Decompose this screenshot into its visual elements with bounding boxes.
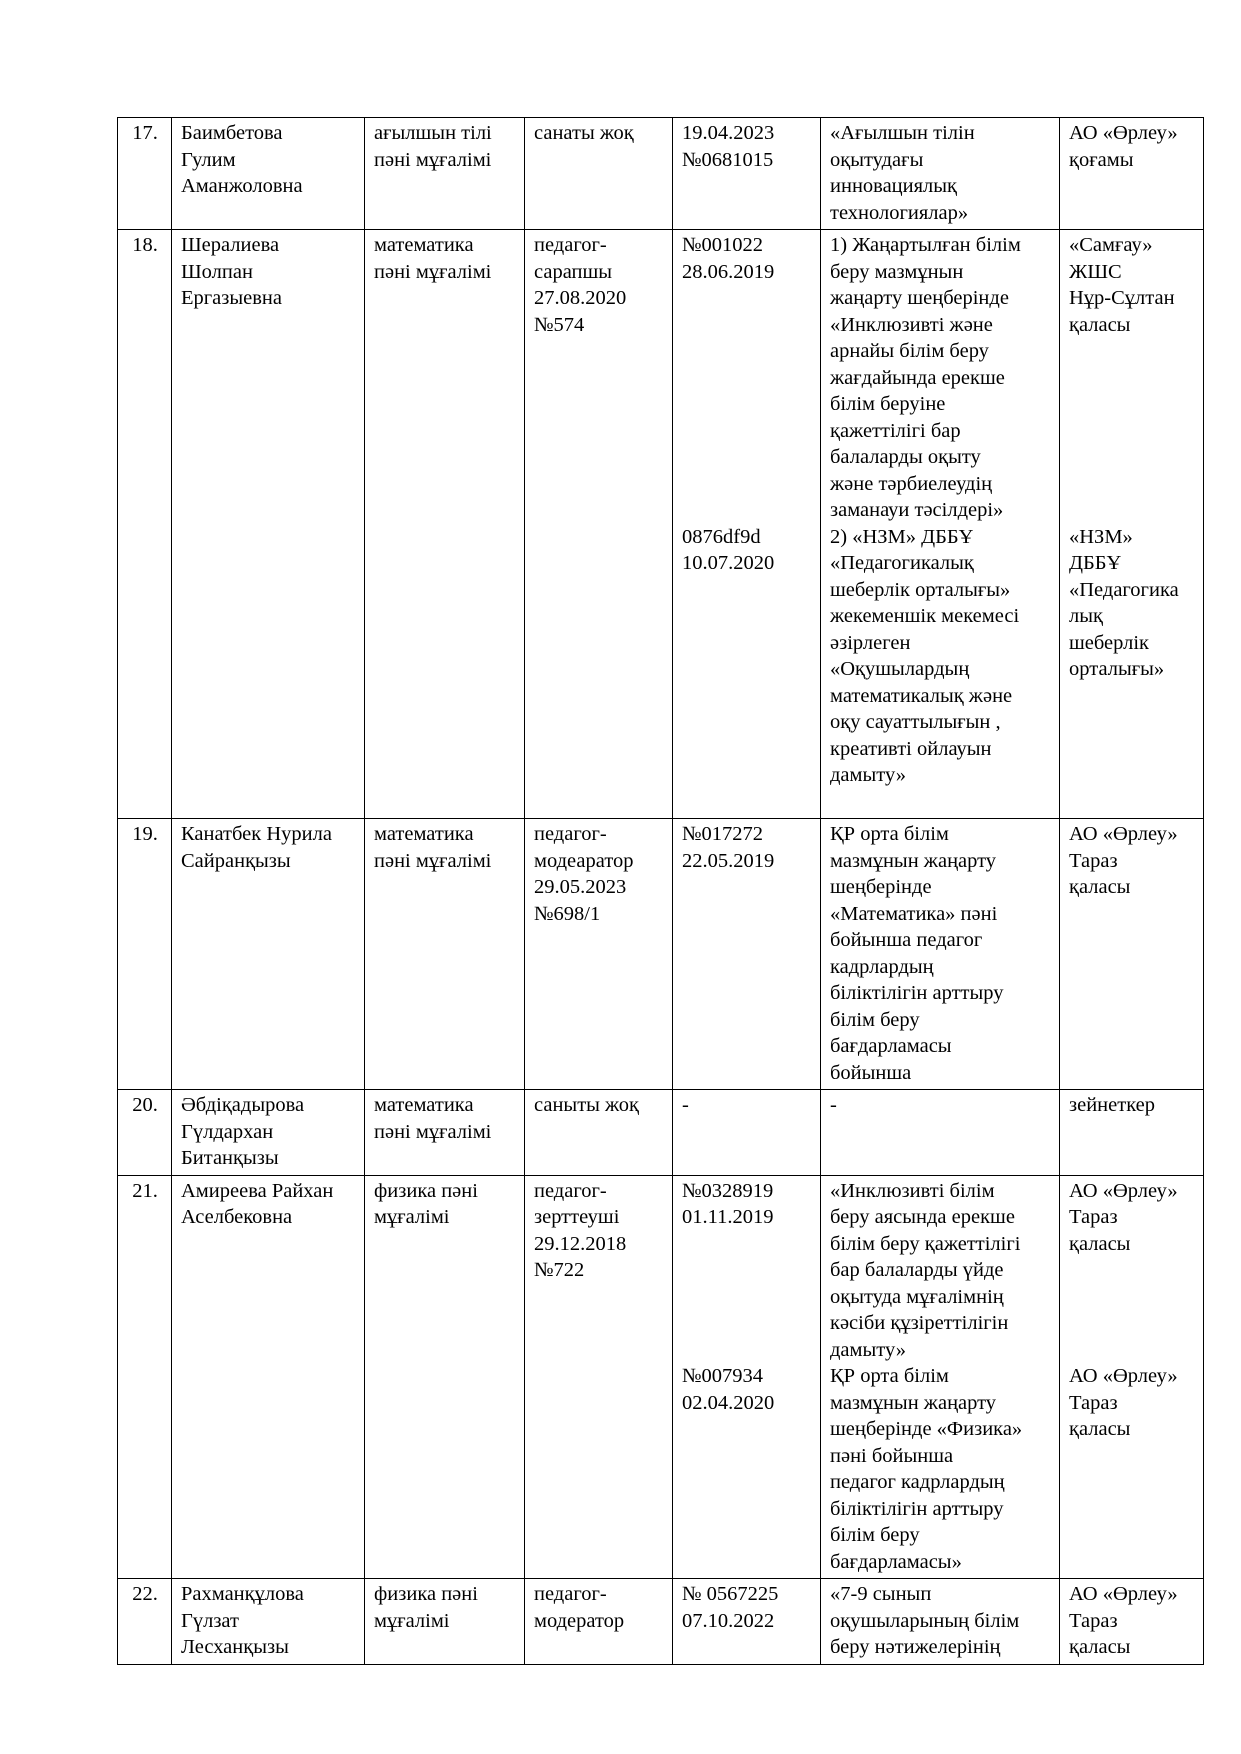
course-organizer-line: Тараз xyxy=(1069,1206,1118,1228)
teacher-name-cell xyxy=(172,819,365,1090)
certificate-number-line: №0328919 xyxy=(682,1179,774,1202)
teacher-name-cell xyxy=(172,1175,365,1579)
course-organizer-cell xyxy=(1060,230,1204,819)
course-organizer-line xyxy=(1069,471,1195,498)
certificate-number-cell xyxy=(673,819,821,1090)
course-organizer-line: ЖШС xyxy=(1069,260,1122,283)
qualification-category-cell xyxy=(525,1175,673,1579)
certificate-number-line xyxy=(682,391,812,418)
subject-line: пәні мұғалімі xyxy=(374,1120,492,1143)
certificate-number-line xyxy=(682,497,812,524)
table-row xyxy=(118,118,1204,230)
course-organizer-line xyxy=(1069,338,1195,365)
teacher-name-line: Шолпан xyxy=(181,260,253,283)
qualification-category-cell xyxy=(525,1579,673,1665)
qualification-category-line: санаты жоқ xyxy=(534,122,634,144)
course-title-cell xyxy=(821,230,1060,819)
course-title-line: кәсіби құзіреттілігін xyxy=(830,1312,1009,1334)
course-title-line: ҚР орта білім xyxy=(830,823,949,845)
course-title-line: кадрлардың xyxy=(830,955,934,978)
course-organizer-line: орталығы» xyxy=(1069,658,1165,680)
course-title-line: оқытудағы xyxy=(830,148,924,171)
subject-line: ағылшын тілі xyxy=(374,122,492,144)
course-title-cell xyxy=(821,819,1060,1090)
qualification-category-line: 29.05.2023 xyxy=(534,876,627,898)
course-title-line: оқушыларының білім xyxy=(830,1609,1020,1632)
course-organizer-line xyxy=(1069,365,1195,392)
certificate-number-line: №017272 xyxy=(682,823,764,845)
qualification-category-line: педагог- xyxy=(534,823,607,845)
course-title-line: беру нәтижелерінің xyxy=(830,1636,1001,1658)
course-title-line: дамыту» xyxy=(830,1338,906,1361)
course-organizer-line: АО «Өрлеу» xyxy=(1069,1583,1178,1605)
teacher-name-cell xyxy=(172,230,365,819)
course-organizer-cell xyxy=(1060,1175,1204,1579)
qualification-category-line: зерттеуші xyxy=(534,1206,620,1228)
certificate-number-line: 02.04.2020 xyxy=(682,1391,775,1414)
certificate-number-line: 19.04.2023 xyxy=(682,122,775,144)
teacher-name-line: Гүлзат xyxy=(181,1609,239,1632)
certificate-number-line: 28.06.2019 xyxy=(682,260,775,283)
certificate-number-line xyxy=(682,338,812,365)
course-title-line xyxy=(830,789,1051,816)
certificate-number-line xyxy=(682,471,812,498)
row-number-cell: 22. xyxy=(118,1579,172,1665)
qualification-category-line: педагог- xyxy=(534,1179,607,1202)
certificate-number-line xyxy=(682,444,812,471)
course-organizer-line: «НЗМ» xyxy=(1069,525,1133,548)
subject-line: математика xyxy=(374,234,474,256)
course-title-line: бағдарламасы xyxy=(830,1035,952,1057)
table-row xyxy=(118,819,1204,1090)
certificate-number-line: №001022 xyxy=(682,234,764,256)
teacher-name-line: Баимбетова xyxy=(181,122,283,144)
course-title-line: инновациялық xyxy=(830,175,958,197)
teacher-name-cell xyxy=(172,1579,365,1665)
subject-cell xyxy=(365,1090,525,1176)
certificate-number-cell xyxy=(673,1090,821,1176)
teacher-name-line: Лесханқызы xyxy=(181,1636,289,1658)
table-row xyxy=(118,1579,1204,1665)
course-title-line: математикалық және xyxy=(830,684,1013,707)
subject-line: математика xyxy=(374,1094,474,1116)
course-organizer-line: АО «Өрлеу» xyxy=(1069,1365,1178,1387)
qualification-category-line: №722 xyxy=(534,1259,585,1281)
course-title-line: бар балаларды үйде xyxy=(830,1259,1004,1281)
qualification-category-line: педагог- xyxy=(534,1583,607,1605)
course-title-line: пәні бойынша xyxy=(830,1444,954,1467)
qualification-category-cell xyxy=(525,230,673,819)
qualification-category-line: модератор xyxy=(534,1609,625,1632)
teacher-name-cell xyxy=(172,1090,365,1176)
course-title-line: «Ағылшын тілін xyxy=(830,122,975,144)
row-number-cell: 21. xyxy=(118,1175,172,1579)
course-title-line: жекеменшік мекемесі xyxy=(830,605,1020,627)
course-title-line: заманауи тәсілдері» xyxy=(830,499,1004,521)
course-title-line: шеңберінде «Физика» xyxy=(830,1418,1023,1440)
course-title-line: - xyxy=(830,1094,837,1116)
course-title-line: беру мазмұнын xyxy=(830,260,964,283)
course-organizer-line: шеберлік xyxy=(1069,631,1150,654)
course-title-line: білім беру қажеттілігі xyxy=(830,1232,1021,1255)
certificate-number-line xyxy=(682,285,812,312)
course-title-line: және тәрбиелеудің xyxy=(830,472,993,495)
course-organizer-line: «Самғау» xyxy=(1069,234,1153,256)
course-organizer-line xyxy=(1069,1310,1195,1337)
course-title-line: беру аясында ерекше xyxy=(830,1206,1015,1228)
course-organizer-line xyxy=(1069,497,1195,524)
teacher-name-line: Битанқызы xyxy=(181,1147,279,1169)
course-organizer-line: АО «Өрлеу» xyxy=(1069,823,1178,845)
table-row xyxy=(118,1175,1204,1579)
course-title-cell xyxy=(821,1579,1060,1665)
subject-cell xyxy=(365,819,525,1090)
course-title-line: 1) Жаңартылған білім xyxy=(830,234,1021,256)
qualification-category-line: №698/1 xyxy=(534,902,601,925)
course-title-line: «7-9 сынып xyxy=(830,1583,932,1605)
course-organizer-line: лық xyxy=(1069,605,1103,627)
qualification-category-line: 29.12.2018 xyxy=(534,1232,627,1255)
course-organizer-line: Тараз xyxy=(1069,849,1118,872)
subject-line: физика пәні xyxy=(374,1583,478,1605)
certificate-number-line: 01.11.2019 xyxy=(682,1206,774,1228)
course-organizer-line: «Педагогика xyxy=(1069,578,1179,601)
course-organizer-cell xyxy=(1060,118,1204,230)
teacher-name-line: Гулим xyxy=(181,148,236,171)
certificate-number-line: № 0567225 xyxy=(682,1583,779,1605)
subject-cell xyxy=(365,118,525,230)
course-organizer-cell xyxy=(1060,1090,1204,1176)
certificate-number-line: - xyxy=(682,1094,689,1116)
teacher-name-line: Шералиева xyxy=(181,234,280,256)
course-title-line: білім беруіне xyxy=(830,393,946,415)
course-title-line: шеңберінде xyxy=(830,876,932,898)
qualification-category-line: педагог- xyxy=(534,234,607,256)
course-title-line: біліктілігін арттыру xyxy=(830,982,1004,1004)
teacher-name-line: Аманжоловна xyxy=(181,175,303,197)
qualification-category-cell xyxy=(525,819,673,1090)
course-organizer-line: Нұр-Сұлтан xyxy=(1069,287,1175,309)
course-title-line: мазмұнын жаңарту xyxy=(830,849,997,872)
row-number-cell: 20. xyxy=(118,1090,172,1176)
course-organizer-line: АО «Өрлеу» xyxy=(1069,122,1178,144)
course-organizer-cell xyxy=(1060,819,1204,1090)
course-title-line: біліктілігін арттыру xyxy=(830,1497,1004,1520)
course-title-line: балаларды оқыту xyxy=(830,446,981,468)
certificate-number-line: 10.07.2020 xyxy=(682,552,775,574)
teacher-name-line: Канатбек Нурила xyxy=(181,823,332,845)
course-title-line: әзірлеген xyxy=(830,631,911,654)
certificate-number-line: №0681015 xyxy=(682,148,774,171)
qualification-category-cell xyxy=(525,118,673,230)
course-title-line: ҚР орта білім xyxy=(830,1365,949,1387)
certificate-number-line xyxy=(682,1284,812,1311)
row-number-cell: 17. xyxy=(118,118,172,230)
course-organizer-line: қаласы xyxy=(1069,313,1131,336)
course-title-line: қажеттілігі бар xyxy=(830,419,961,442)
teachers-table xyxy=(117,117,1204,1665)
course-organizer-line: ДББҰ xyxy=(1069,552,1122,574)
course-organizer-line: АО «Өрлеу» xyxy=(1069,1179,1178,1202)
table-row xyxy=(118,230,1204,819)
course-title-line: технологиялар» xyxy=(830,201,969,224)
course-title-line: мазмұнын жаңарту xyxy=(830,1391,997,1414)
course-organizer-line xyxy=(1069,1337,1195,1364)
course-title-line: «Педагогикалық xyxy=(830,552,974,574)
teacher-name-line: Рахманқұлова xyxy=(181,1583,304,1605)
certificate-number-line xyxy=(682,312,812,339)
subject-line: мұғалімі xyxy=(374,1609,450,1632)
course-title-line: 2) «НЗМ» ДББҰ xyxy=(830,525,974,548)
qualification-category-line: 27.08.2020 xyxy=(534,287,627,309)
certificate-number-line: №007934 xyxy=(682,1365,764,1387)
course-title-line: бойынша xyxy=(830,1061,912,1084)
course-organizer-line: қаласы xyxy=(1069,1636,1131,1658)
certificate-number-line xyxy=(682,1231,812,1258)
course-title-line: жаңарту шеңберінде xyxy=(830,287,1009,309)
teacher-name-line: Сайранқызы xyxy=(181,849,291,872)
certificate-number-cell xyxy=(673,118,821,230)
subject-line: пәні мұғалімі xyxy=(374,849,492,872)
course-title-line: «Математика» пәні xyxy=(830,902,998,925)
course-title-line: «Инклюзивті білім xyxy=(830,1179,995,1202)
certificate-number-line xyxy=(682,365,812,392)
subject-cell xyxy=(365,1175,525,1579)
teacher-name-line: Аселбековна xyxy=(181,1206,293,1228)
course-organizer-line xyxy=(1069,444,1195,471)
certificate-number-line xyxy=(682,1337,812,1364)
course-organizer-line xyxy=(1069,418,1195,445)
course-organizer-line: Тараз xyxy=(1069,1391,1118,1414)
course-organizer-line: қаласы xyxy=(1069,876,1131,898)
certificate-number-line: 0876df9d xyxy=(682,525,761,548)
course-title-line: жағдайында ерекше xyxy=(830,366,1005,389)
subject-line: пәні мұғалімі xyxy=(374,260,492,283)
course-title-line: шеберлік орталығы» xyxy=(830,578,1011,601)
course-title-line: оқытуда мұғалімнің xyxy=(830,1285,1004,1308)
qualification-category-cell xyxy=(525,1090,673,1176)
course-organizer-line xyxy=(1069,1284,1195,1311)
course-title-line: арнайы білім беру xyxy=(830,340,989,362)
course-organizer-line xyxy=(1069,391,1195,418)
table-row xyxy=(118,1090,1204,1176)
qualification-category-line: №574 xyxy=(534,313,585,336)
subject-cell xyxy=(365,1579,525,1665)
course-title-line: педагог кадрлардың xyxy=(830,1471,1005,1493)
subject-cell xyxy=(365,230,525,819)
certificate-number-cell xyxy=(673,1175,821,1579)
course-title-line: креативті ойлауын xyxy=(830,737,992,760)
subject-line: мұғалімі xyxy=(374,1206,450,1228)
course-title-line: білім беру xyxy=(830,1008,920,1031)
course-organizer-line: қоғамы xyxy=(1069,148,1134,171)
row-number-cell: 19. xyxy=(118,819,172,1090)
teacher-name-cell xyxy=(172,118,365,230)
qualification-category-line: сарапшы xyxy=(534,260,613,283)
row-number-cell: 18. xyxy=(118,230,172,819)
course-title-line: оқу сауаттылығын , xyxy=(830,711,1001,733)
course-title-line: білім беру xyxy=(830,1524,920,1546)
course-title-cell xyxy=(821,1175,1060,1579)
qualification-category-line: саныты жоқ xyxy=(534,1094,639,1116)
certificate-number-line xyxy=(682,418,812,445)
course-title-line: «Оқушылардың xyxy=(830,658,970,680)
certificate-number-cell xyxy=(673,230,821,819)
certificate-number-line xyxy=(682,1310,812,1337)
course-title-line: дамыту» xyxy=(830,764,906,786)
course-organizer-line: қаласы xyxy=(1069,1232,1131,1255)
course-title-line: «Инклюзивті және xyxy=(830,313,993,336)
course-title-cell xyxy=(821,118,1060,230)
certificate-number-line xyxy=(682,1257,812,1284)
subject-line: математика xyxy=(374,823,474,845)
course-title-line: бойынша педагог xyxy=(830,929,983,951)
course-organizer-line xyxy=(1069,1257,1195,1284)
course-organizer-line: зейнеткер xyxy=(1069,1094,1155,1116)
certificate-number-line: 22.05.2019 xyxy=(682,849,775,872)
subject-line: физика пәні xyxy=(374,1179,478,1202)
certificate-number-line: 07.10.2022 xyxy=(682,1609,775,1632)
course-organizer-line: Тараз xyxy=(1069,1609,1118,1632)
qualification-category-line: модеаратор xyxy=(534,849,634,872)
course-title-cell xyxy=(821,1090,1060,1176)
course-organizer-line: қаласы xyxy=(1069,1418,1131,1440)
certificate-number-cell xyxy=(673,1579,821,1665)
teacher-name-line: Әбдіқадырова xyxy=(181,1094,305,1116)
teacher-name-line: Гүлдархан xyxy=(181,1120,274,1143)
table-body xyxy=(118,118,1204,1665)
teacher-name-line: Амиреева Райхан xyxy=(181,1179,334,1202)
course-organizer-cell xyxy=(1060,1579,1204,1665)
teacher-name-line: Ергазыевна xyxy=(181,287,282,309)
subject-line: пәні мұғалімі xyxy=(374,148,492,171)
course-title-line: бағдарламасы» xyxy=(830,1550,962,1573)
